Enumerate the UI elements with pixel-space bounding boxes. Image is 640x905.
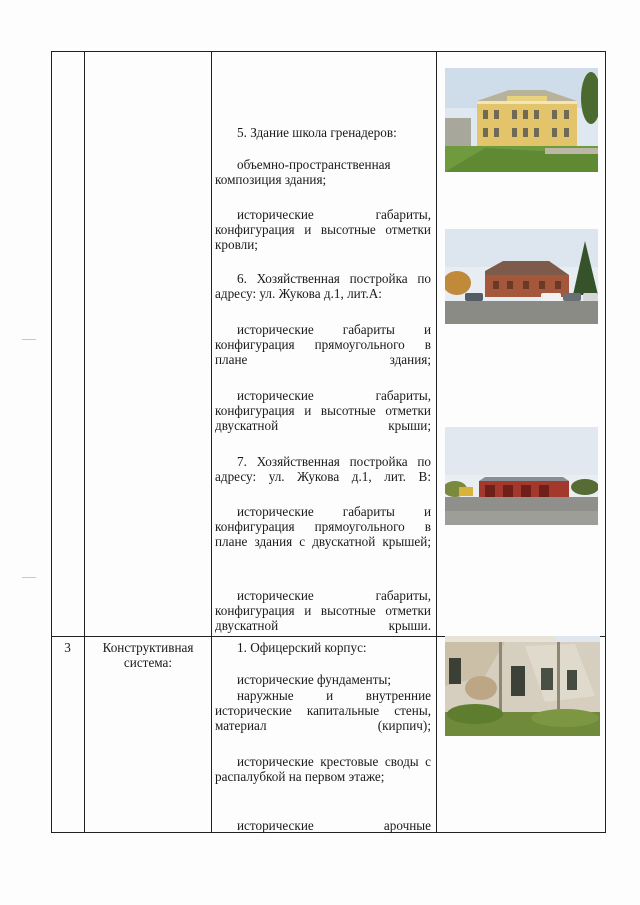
photo-grenadier-school xyxy=(445,68,598,172)
column-divider-2 xyxy=(211,51,212,833)
item-5-para-1: объемно-пространственная композиция здания; xyxy=(215,157,391,187)
photo-outbuilding-lit-v xyxy=(445,427,598,525)
item-5-title: 5. Здание школа гренадеров: xyxy=(237,125,397,140)
photo-outbuilding-lit-a xyxy=(445,229,598,324)
table-top-border xyxy=(51,51,605,52)
row3-para-2: наружные и внутренние исторические капитальные стены, материал (кирпич); xyxy=(215,688,431,733)
item-6-title: 6. Хозяйственная постройка по адресу: ул. Жукова д.1, лит.А: xyxy=(215,271,431,301)
scan-mark xyxy=(22,577,36,578)
item-1-title: 1. Офицерский корпус: xyxy=(237,640,367,655)
item-6-para-1: исторические габариты и конфигурация прямоугольного в плане здания; xyxy=(215,322,431,367)
item-7-para-1: исторические габариты и конфигурация прямоугольного в плане здания с двускатной крышей; xyxy=(215,504,431,549)
column-divider-3 xyxy=(436,51,437,833)
row-number: 3 xyxy=(64,640,71,655)
item-7-para-2: исторические габариты, конфигурация и высотные отметки двускатной крыши. xyxy=(215,588,431,633)
item-5-para-2: исторические габариты, конфигурация и высотные отметки кровли; xyxy=(215,207,431,252)
row3-para-4: исторические арочные xyxy=(237,818,431,833)
row3-para-3: исторические крестовые своды с распалубкой на первом этаже; xyxy=(215,754,431,784)
row3-para-1: исторические фундаменты; xyxy=(237,672,391,687)
item-6-para-2: исторические габариты, конфигурация и высотные отметки двускатной крыши; xyxy=(215,388,431,433)
table-right-border xyxy=(605,51,606,833)
scan-mark xyxy=(22,339,36,340)
photo-officers-building xyxy=(445,636,600,736)
table-left-border xyxy=(51,51,52,833)
item-7-title: 7. Хозяйственная постройка по адресу: ул. Жукова д.1, лит. В: xyxy=(215,454,431,484)
column-divider-1 xyxy=(84,51,85,833)
row-category: Конструктивная система: xyxy=(102,640,194,670)
